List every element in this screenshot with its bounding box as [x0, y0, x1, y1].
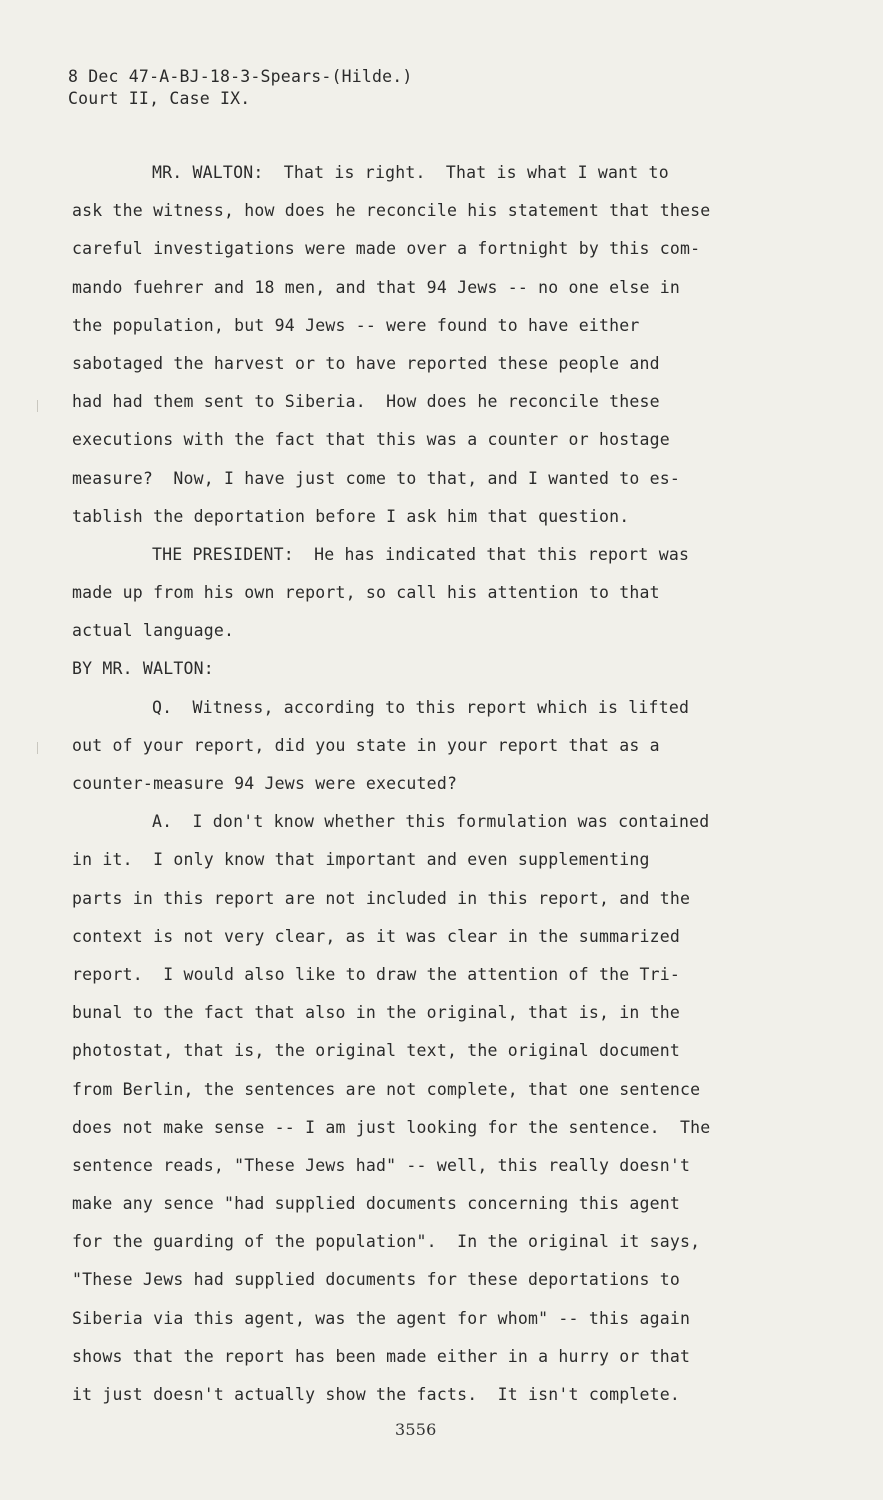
transcript-body [72, 154, 812, 1414]
text-line: "These Jews had supplied documents for these deportations to [72, 1270, 681, 1290]
text-line: had had them sent to Siberia. How does he reconcile these [72, 392, 660, 412]
header-line-court: Court II, Case IX. [68, 89, 251, 108]
speaker-heading: BY MR. WALTON: [72, 659, 214, 679]
text-line: careful investigations were made over a fortnight by this com- [72, 239, 701, 259]
text-line: sentence reads, "These Jews had" -- well, this really doesn't [72, 1155, 691, 1175]
text-line: tablish the deportation before I ask him that question. [72, 506, 630, 526]
text-line: sabotaged the harvest or to have reported these people and [72, 353, 660, 373]
page-number: 3556 [395, 1420, 437, 1439]
text-line: A. I don't know whether this formulation was contained [152, 812, 710, 832]
text-line: actual language. [72, 621, 235, 641]
paper-mark [37, 400, 38, 412]
text-line: counter-measure 94 Jews were executed? [72, 774, 458, 793]
text-line: ask the witness, how does he reconcile his statement that these [72, 201, 711, 221]
text-line: for the guarding of the population". In the original it says, [72, 1232, 701, 1252]
text-line: photostat, that is, the original text, the original document [72, 1041, 681, 1061]
text-line: the population, but 94 Jews -- were found to have either [72, 315, 640, 335]
text-line: does not make sense -- I am just looking for the sentence. The [72, 1117, 711, 1137]
text-line: measure? Now, I have just come to that, and I wanted to es- [72, 468, 681, 488]
text-line: executions with the fact that this was a counter or hostage [72, 430, 670, 450]
text-line: Siberia via this agent, was the agent for whom" -- this again [72, 1308, 691, 1328]
text-line: out of your report, did you state in your report that as a [72, 735, 660, 755]
text-line: made up from his own report, so call his attention to that [72, 583, 660, 603]
text-line: in it. I only know that important and even supplementing [72, 850, 650, 870]
text-line: make any sence "had supplied documents concerning this agent [72, 1194, 681, 1214]
text-line: Q. Witness, according to this report which is lifted [152, 697, 690, 717]
text-line: MR. WALTON: That is right. That is what I want to [152, 163, 669, 182]
document-header [68, 66, 413, 110]
text-line: THE PRESIDENT: He has indicated that this report was [152, 544, 690, 564]
text-line: from Berlin, the sentences are not complete, that one sentence [72, 1079, 701, 1099]
text-line: shows that the report has been made either in a hurry or that [72, 1346, 691, 1366]
text-line: context is not very clear, as it was clear in the summarized [72, 926, 681, 946]
text-line: parts in this report are not included in this report, and the [72, 888, 691, 908]
text-line: mando fuehrer and 18 men, and that 94 Jews -- no one else in [72, 277, 681, 297]
text-line: bunal to the fact that also in the original, that is, in the [72, 1003, 681, 1023]
header-line-reference: 8 Dec 47-A-BJ-18-3-Spears-(Hilde.) [68, 67, 413, 86]
text-line: report. I would also like to draw the attention of the Tri- [72, 964, 681, 984]
text-line: it just doesn't actually show the facts. It isn't complete. [72, 1385, 681, 1404]
paper-mark [37, 742, 38, 754]
